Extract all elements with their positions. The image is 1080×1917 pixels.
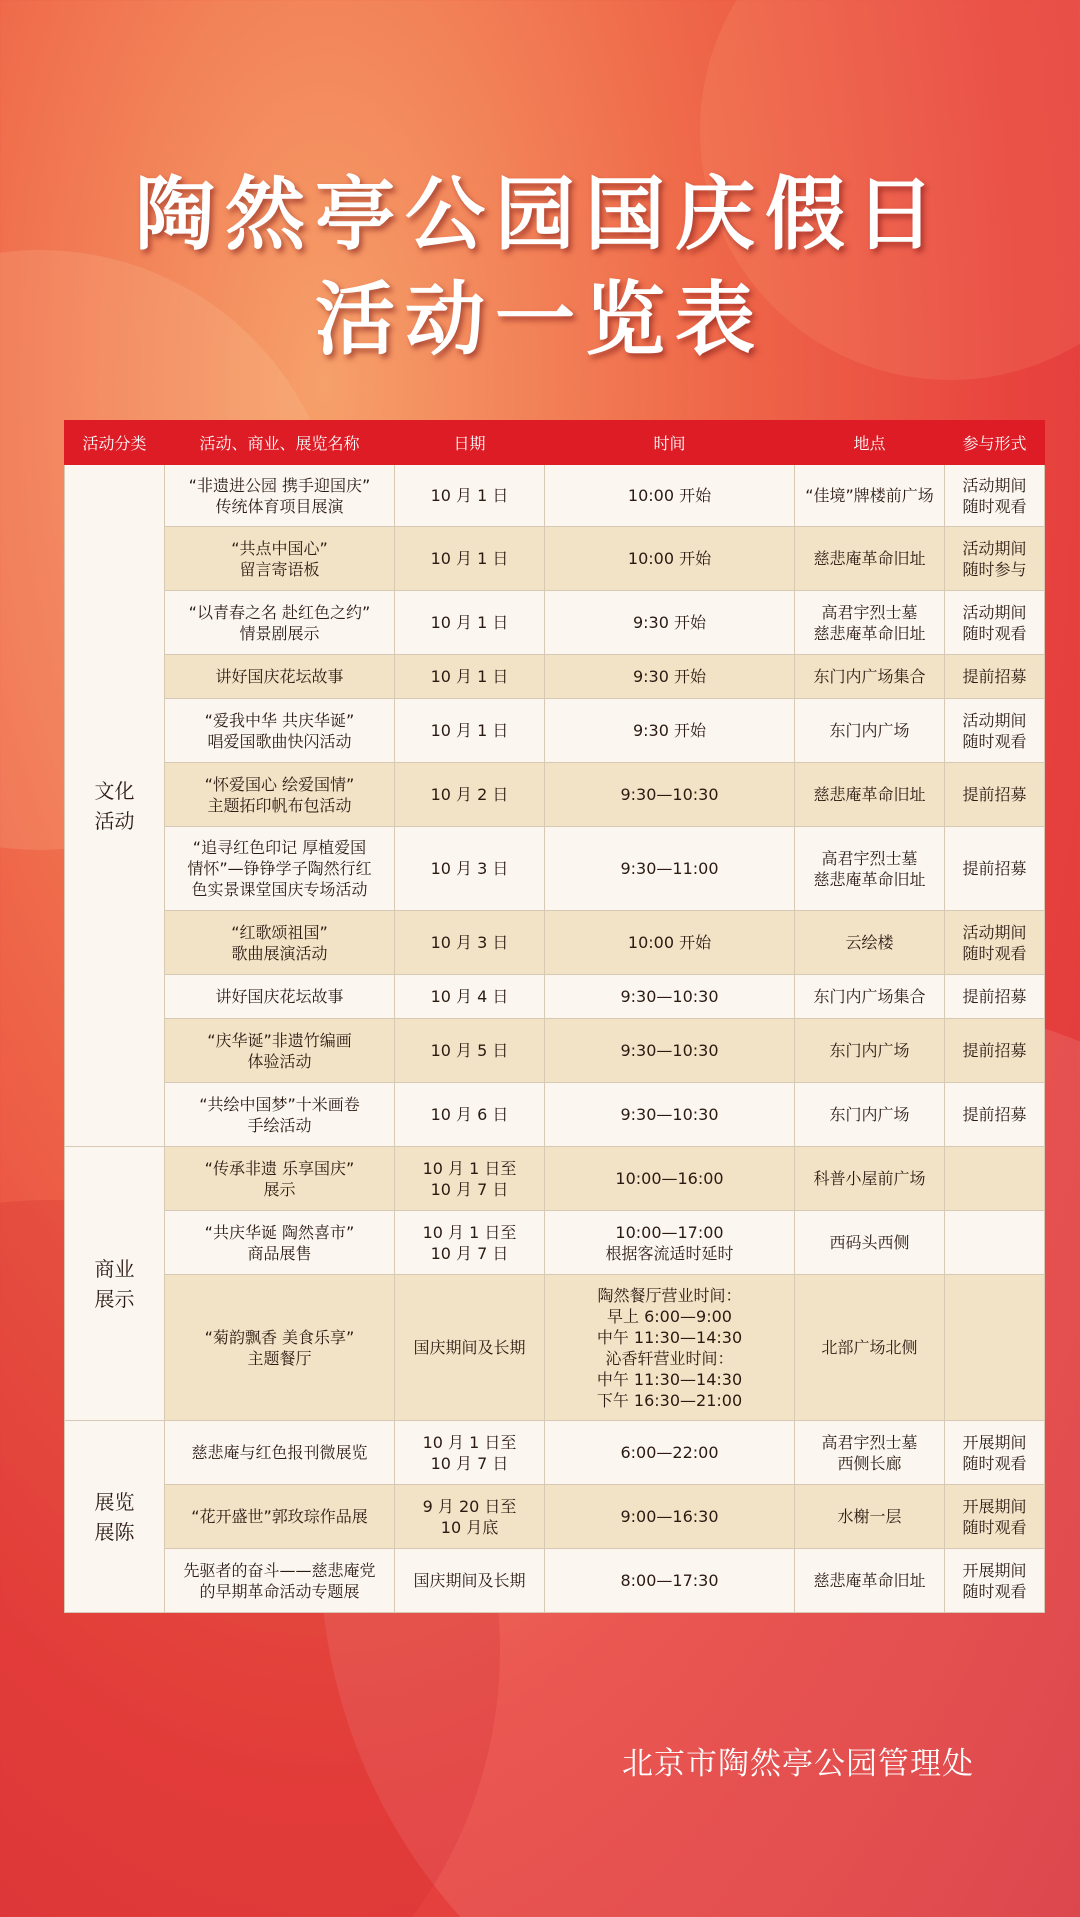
- cell-name: “共绘中国梦”十米画卷 手绘活动: [165, 1083, 395, 1147]
- table-body: [65, 465, 1045, 1613]
- cell-name: “庆华诞”非遗竹编画 体验活动: [165, 1019, 395, 1083]
- table-row: [65, 591, 1045, 655]
- cell-name: 讲好国庆花坛故事: [165, 655, 395, 699]
- cell-date: 10 月 1 日: [395, 655, 545, 699]
- table-row: [65, 1549, 1045, 1613]
- cell-name: “红歌颂祖国” 歌曲展演活动: [165, 911, 395, 975]
- table-row: [65, 1211, 1045, 1275]
- cell-place: 高君宇烈士墓 西侧长廊: [795, 1421, 945, 1485]
- cell-time: 10:00 开始: [545, 465, 795, 527]
- cell-date: 10 月 2 日: [395, 763, 545, 827]
- cell-form: 提前招募: [945, 1083, 1045, 1147]
- cell-date: 10 月 1 日至 10 月 7 日: [395, 1211, 545, 1275]
- cell-place: 北部广场北侧: [795, 1275, 945, 1421]
- cell-time: 6:00—22:00: [545, 1421, 795, 1485]
- cell-date: 10 月 1 日: [395, 591, 545, 655]
- activity-table: [64, 420, 1045, 1613]
- cell-date: 10 月 1 日: [395, 699, 545, 763]
- page-title-line-1: 陶然亭公园国庆假日: [135, 168, 945, 261]
- cell-time: 9:00—16:30: [545, 1485, 795, 1549]
- cell-place: 慈悲庵革命旧址: [795, 763, 945, 827]
- cell-name: “以青春之名 赴红色之约” 情景剧展示: [165, 591, 395, 655]
- cell-name: 讲好国庆花坛故事: [165, 975, 395, 1019]
- table-row: [65, 1275, 1045, 1421]
- cell-date: 10 月 1 日至 10 月 7 日: [395, 1147, 545, 1211]
- cell-name: “共点中国心” 留言寄语板: [165, 527, 395, 591]
- category-cell: [65, 1147, 165, 1421]
- cell-place: 高君宇烈士墓 慈悲庵革命旧址: [795, 827, 945, 911]
- header-form: 参与形式: [945, 421, 1045, 465]
- cell-name: “非遗进公园 携手迎国庆” 传统体育项目展演: [165, 465, 395, 527]
- table-row: [65, 1485, 1045, 1549]
- cell-form: [945, 1211, 1045, 1275]
- cell-place: 西码头西侧: [795, 1211, 945, 1275]
- cell-place: 慈悲庵革命旧址: [795, 527, 945, 591]
- cell-place: “佳境”牌楼前广场: [795, 465, 945, 527]
- header-place: 地点: [795, 421, 945, 465]
- cell-date: 10 月 1 日: [395, 527, 545, 591]
- cell-form: 活动期间 随时观看: [945, 465, 1045, 527]
- cell-time: 8:00—17:30: [545, 1549, 795, 1613]
- cell-name: “传承非遗 乐享国庆” 展示: [165, 1147, 395, 1211]
- cell-date: 10 月 6 日: [395, 1083, 545, 1147]
- cell-date: 国庆期间及长期: [395, 1275, 545, 1421]
- cell-time: 9:30—10:30: [545, 763, 795, 827]
- cell-place: 东门内广场: [795, 1019, 945, 1083]
- cell-time: 10:00 开始: [545, 527, 795, 591]
- cell-place: 东门内广场: [795, 699, 945, 763]
- header-category: 活动分类: [65, 421, 165, 465]
- cell-place: 东门内广场集合: [795, 975, 945, 1019]
- cell-place: 科普小屋前广场: [795, 1147, 945, 1211]
- category-cell: [65, 1421, 165, 1613]
- cell-date: 10 月 3 日: [395, 827, 545, 911]
- cell-time: 10:00—17:00 根据客流适时延时: [545, 1211, 795, 1275]
- cell-form: 活动期间 随时观看: [945, 911, 1045, 975]
- footer-organization: 北京市陶然亭公园管理处: [622, 1746, 974, 1782]
- header-date: 日期: [395, 421, 545, 465]
- cell-date: 9 月 20 日至 10 月底: [395, 1485, 545, 1549]
- cell-date: 10 月 3 日: [395, 911, 545, 975]
- category-cell: [65, 465, 165, 1147]
- cell-time: 10:00—16:00: [545, 1147, 795, 1211]
- table-row: [65, 975, 1045, 1019]
- cell-form: 提前招募: [945, 975, 1045, 1019]
- cell-time: 9:30—10:30: [545, 975, 795, 1019]
- category-label: 展览展陈: [94, 1489, 135, 1544]
- table-row: [65, 827, 1045, 911]
- cell-form: 开展期间 随时观看: [945, 1485, 1045, 1549]
- cell-form: 提前招募: [945, 1019, 1045, 1083]
- cell-date: 10 月 1 日至 10 月 7 日: [395, 1421, 545, 1485]
- activity-table-container: [64, 420, 1027, 1613]
- cell-date: 10 月 5 日: [395, 1019, 545, 1083]
- table-row: [65, 1019, 1045, 1083]
- cell-name: “怀爱国心 绘爱国情” 主题拓印帆布包活动: [165, 763, 395, 827]
- cell-date: 10 月 1 日: [395, 465, 545, 527]
- cell-form: 提前招募: [945, 827, 1045, 911]
- cell-form: 活动期间 随时观看: [945, 699, 1045, 763]
- category-label: 商业展示: [94, 1256, 135, 1311]
- cell-name: “追寻红色印记 厚植爱国 情怀”—铮铮学子陶然行红 色实景课堂国庆专场活动: [165, 827, 395, 911]
- table-row: [65, 655, 1045, 699]
- cell-time: 9:30—11:00: [545, 827, 795, 911]
- table-header-row: [65, 421, 1045, 465]
- table-row: [65, 699, 1045, 763]
- cell-time: 9:30—10:30: [545, 1083, 795, 1147]
- table-row: [65, 1083, 1045, 1147]
- cell-time: 10:00 开始: [545, 911, 795, 975]
- cell-form: 活动期间 随时观看: [945, 591, 1045, 655]
- cell-form: 活动期间 随时参与: [945, 527, 1045, 591]
- cell-time: 陶然餐厅营业时间： 早上 6:00—9:00 中午 11:30—14:30 沁香轩营业时间： 中午 11:30—14:30 下午 16:30—21:00: [545, 1275, 795, 1421]
- page-title-line-2: 活动一览表: [315, 273, 765, 366]
- cell-name: “共庆华诞 陶然喜市” 商品展售: [165, 1211, 395, 1275]
- cell-date: 国庆期间及长期: [395, 1549, 545, 1613]
- table-row: [65, 1147, 1045, 1211]
- cell-form: 开展期间 随时观看: [945, 1549, 1045, 1613]
- cell-name: “菊韵飘香 美食乐享” 主题餐厅: [165, 1275, 395, 1421]
- cell-place: 东门内广场: [795, 1083, 945, 1147]
- cell-form: 开展期间 随时观看: [945, 1421, 1045, 1485]
- cell-time: 9:30 开始: [545, 699, 795, 763]
- cell-time: 9:30—10:30: [545, 1019, 795, 1083]
- header-name: 活动、商业、展览名称: [165, 421, 395, 465]
- cell-form: [945, 1275, 1045, 1421]
- cell-place: 水榭一层: [795, 1485, 945, 1549]
- table-row: [65, 1421, 1045, 1485]
- cell-name: 慈悲庵与红色报刊微展览: [165, 1421, 395, 1485]
- table-row: [65, 465, 1045, 527]
- cell-date: 10 月 4 日: [395, 975, 545, 1019]
- table-row: [65, 763, 1045, 827]
- cell-place: 慈悲庵革命旧址: [795, 1549, 945, 1613]
- cell-place: 东门内广场集合: [795, 655, 945, 699]
- category-label: 文化活动: [94, 778, 135, 833]
- cell-time: 9:30 开始: [545, 655, 795, 699]
- cell-time: 9:30 开始: [545, 591, 795, 655]
- cell-name: 先驱者的奋斗——慈悲庵党 的早期革命活动专题展: [165, 1549, 395, 1613]
- cell-form: [945, 1147, 1045, 1211]
- cell-name: “花开盛世”郭玫琮作品展: [165, 1485, 395, 1549]
- cell-place: 高君宇烈士墓 慈悲庵革命旧址: [795, 591, 945, 655]
- cell-form: 提前招募: [945, 763, 1045, 827]
- header-time: 时间: [545, 421, 795, 465]
- cell-name: “爱我中华 共庆华诞” 唱爱国歌曲快闪活动: [165, 699, 395, 763]
- table-row: [65, 527, 1045, 591]
- cell-form: 提前招募: [945, 655, 1045, 699]
- cell-place: 云绘楼: [795, 911, 945, 975]
- table-row: [65, 911, 1045, 975]
